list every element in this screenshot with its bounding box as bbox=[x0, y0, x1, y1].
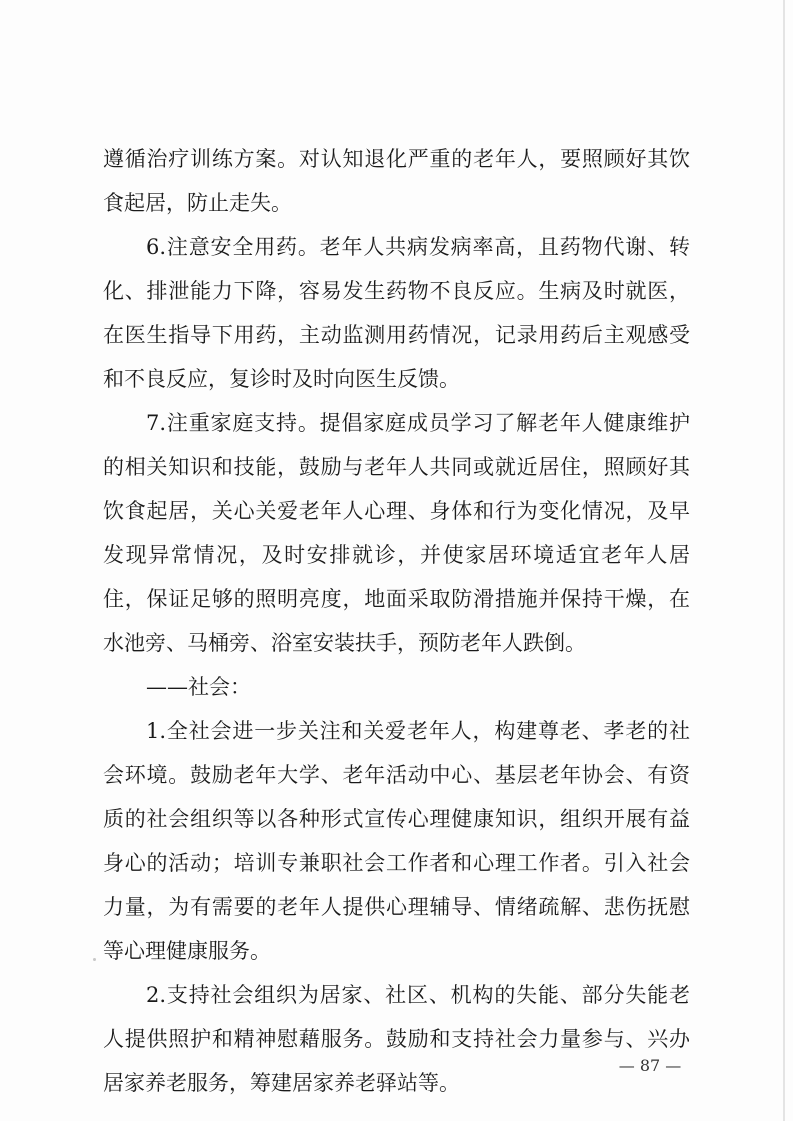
page-number: — 87 — bbox=[618, 1056, 682, 1075]
paragraph-first-line: 6.注意安全用药。老年人共病发病率高，且药物代谢、转 bbox=[146, 235, 690, 259]
paragraph-first-line: 1.全社会进一步关注和关爱老年人，构建尊老、孝老的社 bbox=[146, 719, 690, 743]
text-line: 质的社会组织等以各种形式宣传心理健康知识，组织开展有益 bbox=[103, 807, 690, 831]
text-line: 居家养老服务，筹建居家养老驿站等。 bbox=[103, 1071, 460, 1095]
text-line: 发现异常情况，及时安排就诊，并使家居环境适宜老年人居 bbox=[103, 543, 690, 567]
section-heading: ——社会： bbox=[146, 675, 251, 699]
text-line: 会环境。鼓励老年大学、老年活动中心、基层老年协会、有资 bbox=[103, 763, 690, 787]
paragraph-first-line: 2.支持社会组织为居家、社区、机构的失能、部分失能老 bbox=[146, 983, 690, 1007]
text-line: 人提供照护和精神慰藉服务。鼓励和支持社会力量参与、兴办 bbox=[103, 1027, 690, 1051]
text-line: 住，保证足够的照明亮度，地面采取防滑措施并保持干燥，在 bbox=[103, 587, 690, 611]
text-line: 身心的活动；培训专兼职社会工作者和心理工作者。引入社会 bbox=[103, 851, 690, 875]
text-line: 力量，为有需要的老年人提供心理辅导、情绪疏解、悲伤抚慰 bbox=[103, 895, 690, 919]
paragraph-first-line: 7.注重家庭支持。提倡家庭成员学习了解老年人健康维护 bbox=[146, 411, 690, 435]
text-line: 等心理健康服务。 bbox=[103, 939, 271, 963]
text-line: 在医生指导下用药，主动监测用药情况，记录用药后主观感受 bbox=[103, 323, 690, 347]
text-line: 饮食起居，关心关爱老年人心理、身体和行为变化情况，及早 bbox=[103, 499, 690, 523]
text-line: 的相关知识和技能，鼓励与老年人共同或就近居住，照顾好其 bbox=[103, 455, 690, 479]
text-line: 水池旁、马桶旁、浴室安装扶手，预防老年人跌倒。 bbox=[103, 631, 586, 655]
text-line: 化、排泄能力下降，容易发生药物不良反应。生病及时就医， bbox=[103, 279, 690, 303]
text-line: 和不良反应，复诊时及时向医生反馈。 bbox=[103, 367, 460, 391]
text-line: 遵循治疗训练方案。对认知退化严重的老年人，要照顾好其饮 bbox=[103, 147, 690, 171]
text-line: 食起居，防止走失。 bbox=[103, 191, 292, 215]
